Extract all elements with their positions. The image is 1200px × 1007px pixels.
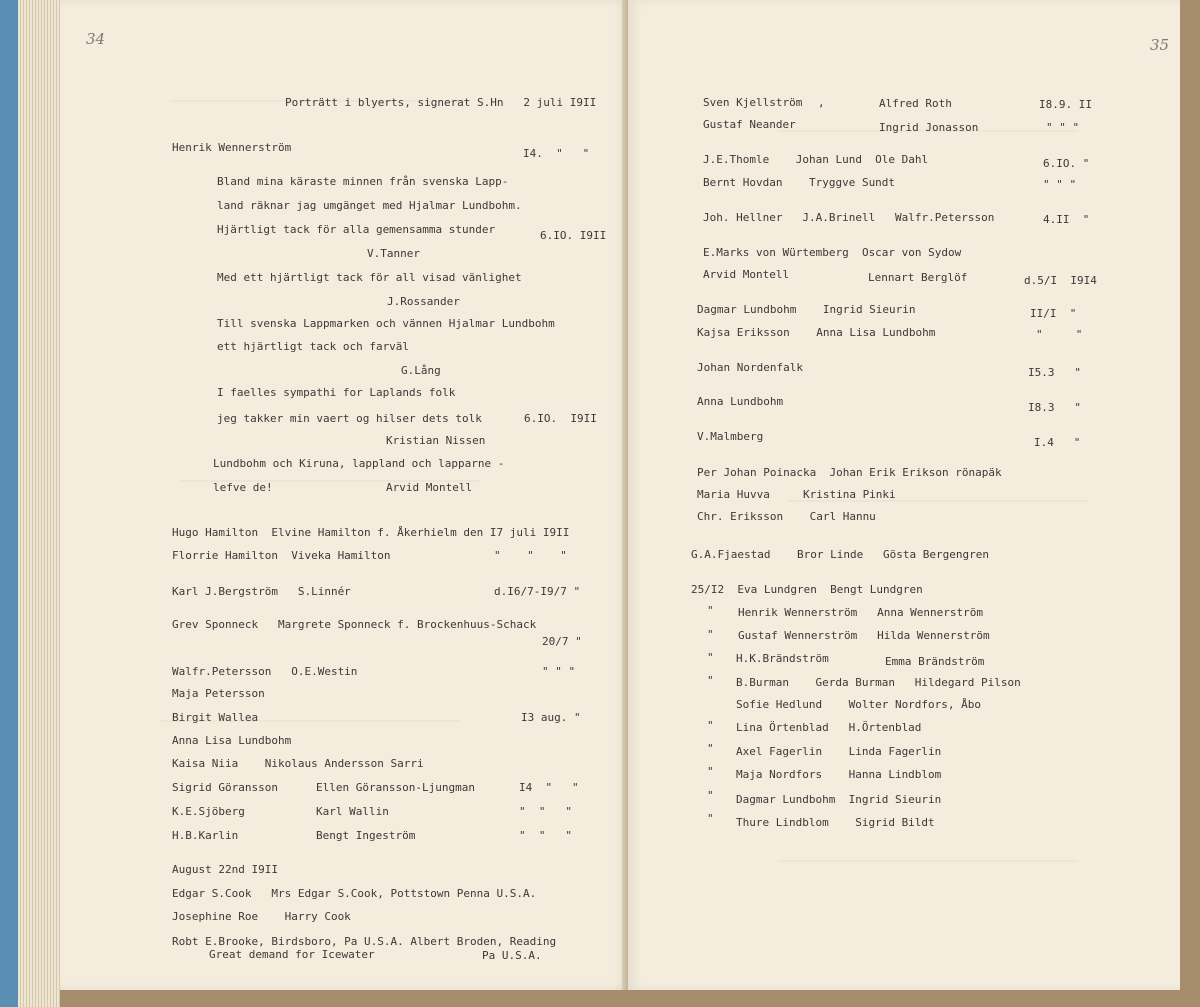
text-line: Kristian Nissen — [386, 434, 486, 447]
ditto-mark: " — [707, 604, 714, 617]
text-line: Ellen Göransson-Ljungman — [316, 781, 475, 794]
ditto-mark: " — [707, 628, 714, 641]
text-line: H.B.Karlin — [172, 829, 239, 842]
text-line: August 22nd I9II — [172, 863, 278, 876]
ditto-mark: " — [707, 651, 714, 664]
text-line: Walfr.Petersson O.E.Westin — [172, 665, 358, 678]
text-line: " " " — [494, 549, 567, 562]
text-line: H.K.Brändström — [736, 652, 829, 665]
text-line: Bernt Hovdan Tryggve Sundt — [703, 176, 896, 189]
text-line: I8.9. II — [1039, 98, 1092, 111]
text-line: G.A.Fjaestad Bror Linde Gösta Bergengren — [691, 548, 990, 561]
text-line: Robt E.Brooke, Birdsboro, Pa U.S.A. Albert Broden, Reading — [172, 935, 557, 948]
text-line: K.E.Sjöberg — [172, 805, 245, 818]
text-line: V.Tanner — [367, 247, 420, 260]
text-line: E.Marks von Würtemberg Oscar von Sydow — [703, 246, 962, 259]
text-line: I4. " " — [523, 147, 590, 160]
text-line: jeg takker min vaert og hilser dets tolk — [217, 412, 482, 425]
ditto-mark: " — [707, 742, 714, 755]
text-line: Arvid Montell — [386, 481, 473, 494]
text-line: Pa U.S.A. — [482, 949, 542, 962]
ditto-mark: " — [707, 719, 714, 732]
text-line: Sofie Hedlund Wolter Nordfors, Åbo — [736, 698, 982, 711]
text-line: 6.IO. " — [1043, 157, 1090, 170]
text-line: Alfred Roth — [879, 97, 952, 110]
text-line: Bengt Ingeström — [316, 829, 416, 842]
text-line: Hugo Hamilton Elvine Hamilton f. Åkerhielm den I7 juli I9II — [172, 526, 570, 539]
text-line: Anna Lundbohm — [697, 395, 784, 408]
text-line: Bland mina käraste minnen från svenska Lapp- — [217, 175, 509, 188]
text-line: land räknar jag umgänget med Hjalmar Lundbohm. — [217, 199, 522, 212]
text-line: Ingrid Jonasson — [879, 121, 979, 134]
text-line: I5.3 " — [1028, 366, 1081, 379]
text-line: II/I " — [1030, 307, 1077, 320]
text-line: I4 " " — [519, 781, 579, 794]
text-line: G.Lång — [401, 364, 441, 377]
text-line: Arvid Montell — [703, 268, 790, 281]
text-line: lefve de! — [213, 481, 273, 494]
text-line: Chr. Eriksson Carl Hannu — [697, 510, 876, 523]
page-stack-edge — [18, 0, 60, 1007]
text-line: Maria Huvva Kristina Pinki — [697, 488, 896, 501]
text-line: Axel Fagerlin Linda Fagerlin — [736, 745, 942, 758]
text-line: Anna Lisa Lundbohm — [172, 734, 292, 747]
text-line: Grev Sponneck Margrete Sponneck f. Brockenhuus-Schack — [172, 618, 537, 631]
bleed-through — [778, 860, 1078, 862]
text-line: Emma Brändström — [885, 655, 985, 668]
text-line: I3 aug. " — [521, 711, 581, 724]
text-line: Maja Petersson — [172, 687, 265, 700]
text-line: Florrie Hamilton Viveka Hamilton — [172, 549, 391, 562]
text-line: 4.II " — [1043, 213, 1090, 226]
text-line: Lundbohm och Kiruna, lappland och lapparne - — [213, 457, 505, 470]
text-line: 6.IO. I9II — [540, 229, 607, 242]
text-line: 25/I2 Eva Lundgren Bengt Lundgren — [691, 583, 923, 596]
text-line: Dagmar Lundbohm Ingrid Sieurin — [736, 793, 942, 806]
book-bottom-edge — [60, 990, 1180, 1007]
text-line: Hjärtligt tack för alla gemensamma stunder — [217, 223, 496, 236]
ditto-mark: " — [707, 765, 714, 778]
text-line: Thure Lindblom Sigrid Bildt — [736, 816, 935, 829]
text-line: Gustaf Wennerström Hilda Wennerström — [738, 629, 990, 642]
ditto-mark: " — [707, 674, 714, 687]
text-line: " " " — [1043, 178, 1077, 191]
text-line: Kajsa Eriksson Anna Lisa Lundbohm — [697, 326, 936, 339]
text-line: Lina Örtenblad H.Örtenblad — [736, 721, 922, 734]
text-line: B.Burman Gerda Burman Hildegard Pilson — [736, 676, 1021, 689]
text-line: " " " — [542, 665, 576, 678]
text-line: Karl Wallin — [316, 805, 389, 818]
ditto-mark: " — [707, 789, 714, 802]
ditto-mark: " — [707, 812, 714, 825]
text-line: Lennart Berglöf — [868, 271, 968, 284]
page-number-left: 34 — [86, 30, 106, 48]
right-page — [628, 0, 1180, 990]
text-line: Med ett hjärtligt tack för all visad vänlighet — [217, 271, 522, 284]
left-page — [60, 0, 628, 990]
text-line: Henrik Wennerström — [172, 141, 292, 154]
text-line: Till svenska Lappmarken och vännen Hjalmar Lundbohm — [217, 317, 555, 330]
text-line: Edgar S.Cook Mrs Edgar S.Cook, Pottstown Penna U.S.A. — [172, 887, 537, 900]
text-line: Johan Nordenfalk — [697, 361, 803, 374]
text-line: 6.IO. I9II — [524, 412, 597, 425]
text-line: , — [818, 96, 825, 109]
text-line: Dagmar Lundbohm Ingrid Sieurin — [697, 303, 916, 316]
text-line: Per Johan Poinacka Johan Erik Erikson rönapäk — [697, 466, 1002, 479]
text-line: Josephine Roe Harry Cook — [172, 910, 351, 923]
text-line: Gustaf Neander — [703, 118, 796, 131]
book-spine-edge — [0, 0, 18, 1007]
text-line: I.4 " — [1034, 436, 1081, 449]
text-line: Kaisa Niia Nikolaus Andersson Sarri — [172, 757, 424, 770]
text-line: " " " — [1046, 121, 1080, 134]
text-line: Joh. Hellner J.A.Brinell Walfr.Petersson — [703, 211, 995, 224]
book-right-edge — [1180, 0, 1200, 1007]
text-line: J.Rossander — [387, 295, 460, 308]
text-line: Maja Nordfors Hanna Lindblom — [736, 768, 942, 781]
page-number-right: 35 — [1150, 36, 1170, 54]
text-line: Sven Kjellström — [703, 96, 803, 109]
text-line: Sigrid Göransson — [172, 781, 278, 794]
text-line: Henrik Wennerström Anna Wennerström — [738, 606, 984, 619]
text-line: d.5/I I9I4 — [1024, 274, 1097, 287]
text-line: " " " — [519, 805, 572, 818]
text-line: J.E.Thomle Johan Lund Ole Dahl — [703, 153, 929, 166]
text-line: 20/7 " — [542, 635, 582, 648]
text-line: Great demand for Icewater — [209, 948, 375, 961]
text-line: I faelles sympathi for Laplands folk — [217, 386, 456, 399]
text-line: Karl J.Bergström S.Linnér — [172, 585, 351, 598]
text-line: Birgit Wallea — [172, 711, 259, 724]
text-line: ett hjärtligt tack och farväl — [217, 340, 410, 353]
text-line: Porträtt i blyerts, signerat S.Hn 2 juli I9II — [285, 96, 597, 109]
text-line: V.Malmberg — [697, 430, 764, 443]
text-line: d.I6/7-I9/7 " — [494, 585, 581, 598]
text-line: " " " — [519, 829, 572, 842]
text-line: " " — [1036, 328, 1083, 341]
text-line: I8.3 " — [1028, 401, 1081, 414]
